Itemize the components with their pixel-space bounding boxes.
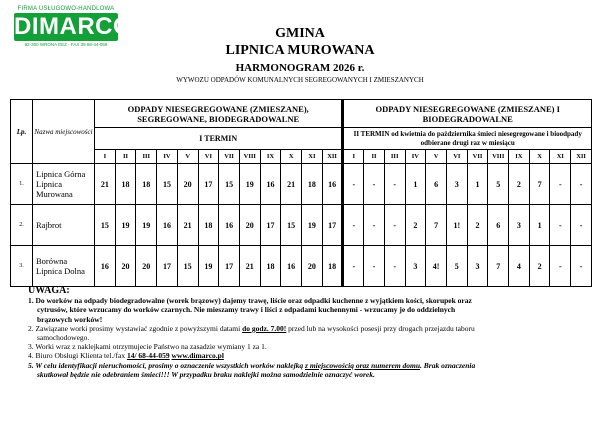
term1-header: I TERMIN [95, 128, 343, 150]
month-header-term2: X [529, 150, 550, 164]
term2-day: - [571, 205, 592, 246]
term1-day: 18 [198, 205, 219, 246]
term1-day: 15 [95, 205, 116, 246]
table-row [11, 246, 592, 287]
month-header-term1: XI [302, 150, 323, 164]
term1-day: 21 [281, 164, 302, 205]
term2-day: 4 [509, 246, 530, 287]
term2-day: 3 [405, 246, 426, 287]
logo-bottom-text: 82-300 WRONA EEZ · FAX 39 68-44-059 [24, 42, 108, 47]
month-header-term1: V [177, 150, 198, 164]
month-header-term2: VII [467, 150, 488, 164]
term1-day: 19 [115, 205, 136, 246]
term2-day: 2 [467, 205, 488, 246]
term1-day: 20 [115, 246, 136, 287]
term1-day: 20 [302, 246, 323, 287]
term2-day: - [550, 246, 571, 287]
term2-day: 2 [405, 205, 426, 246]
term1-day: 16 [157, 205, 178, 246]
month-header-term2: XII [571, 150, 592, 164]
term2-day: - [550, 164, 571, 205]
term1-day: 20 [239, 205, 260, 246]
header-subtitle: WYWOZU ODPADÓW KOMUNALNYCH SEGREGOWANYCH I ZMIESZANYCH [176, 76, 424, 84]
term1-day: 18 [302, 164, 323, 205]
notes-section [28, 286, 588, 379]
place-name: Lipnica Górna Lipnica Murowana [33, 164, 95, 205]
term2-day: - [343, 205, 364, 246]
term2-day: - [364, 164, 385, 205]
note-1-cont: cytrusów, które wrzucamy do worków czarnych. Nie mieszamy trawy i liści z odpadami kuchennymi - wrzucamy je do oddzielnych [37, 305, 456, 315]
note-3: 3. Worki wraz z naklejkami otrzymujecie Państwo na zasadzie wymiany 1 za 1. [28, 342, 267, 352]
term2-day: 3 [446, 164, 467, 205]
month-header-term2: IV [405, 150, 426, 164]
term2-day: 6 [488, 205, 509, 246]
term1-day: 15 [219, 164, 240, 205]
month-header-term2: VIII [488, 150, 509, 164]
term2-day: 3 [467, 246, 488, 287]
term1-day: 16 [322, 164, 343, 205]
lp-header: Lp. [11, 100, 33, 164]
term2-day: - [343, 246, 364, 287]
term1-day: 18 [115, 164, 136, 205]
note-1: 1. Do worków na odpady biodegradowalne (worek brązowy) dajemy trawę, liście oraz odpadki kuchenne z wyjątkiem kości, skorupek oraz [28, 296, 472, 306]
term2-day: 7 [529, 164, 550, 205]
term1-day: 16 [260, 164, 281, 205]
month-header-term2: V [426, 150, 447, 164]
note-2 [28, 324, 588, 333]
term2-day: 1 [405, 164, 426, 205]
term1-day: 16 [219, 205, 240, 246]
note-2-text: 2. Zawiązane worki prosimy wystawiać zgodnie z powyższymi datami [28, 323, 243, 333]
term2-day: 1! [446, 205, 467, 246]
term1-day: 20 [177, 164, 198, 205]
note-2-cont: samochodowego. [37, 333, 90, 343]
term2-day: - [364, 205, 385, 246]
month-header-term1: IX [260, 150, 281, 164]
office-phone: 14/ 68-44-059 [126, 351, 170, 361]
month-header-term1: I [95, 150, 116, 164]
term2-day: 2 [529, 246, 550, 287]
term1-day: 17 [198, 164, 219, 205]
place-name: Borówna Lipnica Dolna [33, 246, 95, 287]
table-row [11, 205, 592, 246]
logo-top-text: FIRMA USŁUGOWO-HANDLOWA [17, 6, 115, 12]
note-4 [28, 351, 588, 360]
month-header-term2: IX [509, 150, 530, 164]
note-5-underline: z miejscowością oraz numerem domu [305, 360, 421, 370]
term2-day: 5 [446, 246, 467, 287]
term1-day: 17 [322, 205, 343, 246]
term1-day: 15 [281, 205, 302, 246]
term1-day: 21 [177, 205, 198, 246]
month-header-term2: II [364, 150, 385, 164]
note-2-text-b: przed lub na wysokości posesji przy drogach przejazdu taboru [286, 323, 475, 333]
note-5-cont: skutkował będzie nie odebraniem śmieci!!! W przypadku braku naklejki można samodzielnie oznaczyć worek. [37, 369, 375, 379]
term2-day: 7 [488, 246, 509, 287]
month-header-term1: III [136, 150, 157, 164]
term2-day: 4! [426, 246, 447, 287]
notes-title: UWAGA: [28, 285, 70, 296]
term1-day: 17 [157, 246, 178, 287]
term2-day: - [550, 205, 571, 246]
schedule-table [10, 99, 592, 287]
term1-day: 19 [302, 205, 323, 246]
month-header-term1: IV [157, 150, 178, 164]
term1-day: 18 [136, 164, 157, 205]
note-1-end: brązowych worków! [37, 314, 103, 324]
term2-header: II TERMIN od kwietnia do października śmieci niesegregowane i bioodpady odbierane drugi raz w miesiącu [343, 128, 592, 150]
place-name-header: Nazwa miejscowości [33, 100, 95, 164]
row-number: 2. [11, 205, 33, 246]
header-commune-name: LIPNICA MUROWANA [225, 43, 375, 58]
note-5-text-b: . Brak oznaczenia [420, 360, 476, 370]
note-5 [28, 361, 588, 370]
term2-day: 1 [529, 205, 550, 246]
term2-day: - [384, 164, 405, 205]
note-4-text: 4. Biuro Obsługi Klienta tel./fax [28, 351, 127, 361]
term2-day: 7 [426, 205, 447, 246]
month-header-term2: III [384, 150, 405, 164]
term1-day: 21 [95, 164, 116, 205]
term2-day: - [571, 164, 592, 205]
term2-day: - [384, 205, 405, 246]
month-header-term1: X [281, 150, 302, 164]
website-link[interactable]: www.dimarco.pl [171, 351, 224, 361]
group2-header: ODPADY NIESEGREGOWANE (ZMIESZANE) I BIODEGRADOWALNE [343, 100, 592, 128]
month-header-term2: I [343, 150, 364, 164]
term1-day: 20 [136, 246, 157, 287]
term1-day: 15 [177, 246, 198, 287]
note-2-time: do godz. 7.00! [242, 323, 287, 333]
term2-day: - [384, 246, 405, 287]
term2-day: - [364, 246, 385, 287]
row-number: 3. [11, 246, 33, 287]
place-name: Rajbrot [33, 205, 95, 246]
term2-day: 1 [467, 164, 488, 205]
term1-day: 19 [198, 246, 219, 287]
term2-day: - [571, 246, 592, 287]
term1-day: 18 [260, 246, 281, 287]
note-5-text: 5. W celu identyfikacji nieruchomości, prosimy o oznaczenie wszystkich worków naklejką [28, 360, 306, 370]
term1-day: 16 [95, 246, 116, 287]
month-header-term1: VI [198, 150, 219, 164]
group1-header: ODPADY NIESEGREGOWANE (ZMIESZANE), SEGREGOWANE, BIODEGRADOWALNE [95, 100, 343, 128]
term1-day: 21 [239, 246, 260, 287]
header-schedule-title: HARMONOGRAM 2026 r. [235, 62, 365, 74]
month-header-term2: XI [550, 150, 571, 164]
term1-day: 17 [219, 246, 240, 287]
term1-day: 19 [136, 205, 157, 246]
month-header-term1: II [115, 150, 136, 164]
month-header-term2: VI [446, 150, 467, 164]
header-gmina: GMINA [275, 26, 325, 41]
term2-day: 5 [488, 164, 509, 205]
term1-day: 15 [157, 164, 178, 205]
month-header-term1: XII [322, 150, 343, 164]
term2-day: - [343, 164, 364, 205]
month-header-term1: VII [219, 150, 240, 164]
term2-day: 2 [509, 164, 530, 205]
term1-day: 19 [239, 164, 260, 205]
logo-name: DIMARCO [14, 13, 133, 40]
term2-day: 6 [426, 164, 447, 205]
row-number: 1. [11, 164, 33, 205]
term1-day: 16 [281, 246, 302, 287]
month-header-term1: VIII [239, 150, 260, 164]
table-row [11, 164, 592, 205]
term1-day: 18 [322, 246, 343, 287]
term1-day: 17 [260, 205, 281, 246]
term2-day: 3 [509, 205, 530, 246]
